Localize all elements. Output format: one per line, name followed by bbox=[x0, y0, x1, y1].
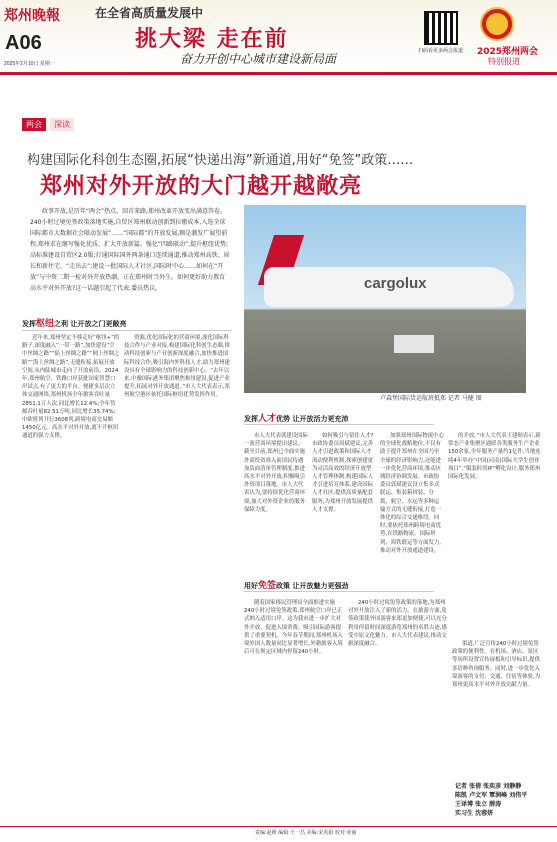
lead-paragraph: 政事开放,是历年“两会”热点。回首来路,郑州改革开放变出满意答卷。240小时过境免签政策落地实施,自贸区郑州联动创新到拉搬成本,入选全球国际都市大数据社会联动发展“……“国际都”的开放发展,顺是潮发广展望前程,郑州求在继写强化优质、扩大开放新篇。强化“四路联动”,提升枢纽优势;高标准建设自贸区2.0版;打通国际国外两条通口连续通道;推动郑州高铁、犀长和新住宅、“走出去”;建设一批国际人才社区,国际时中心……如何在“开放”与中资二期一检对外开放热潮。正在郑州时当外生。如何更好助力教育高水平对外开放?这一话题引起了代表,委员热议。 bbox=[30, 208, 230, 292]
divider bbox=[244, 591, 434, 592]
masthead-slogan-sub: 奋力开创中心城市建设新局面 bbox=[180, 52, 337, 66]
masthead-slogan-top: 在全省高质量发展中 bbox=[95, 6, 204, 20]
section3-suffix: 政策 让开放魅力更强劲 bbox=[276, 582, 349, 590]
body-column-6: 的开放。”市人大代表王建勋表示,新常态产业集聚区通联各类服务生产企业150余家,全年服务产量约1亿件,当地连续4年举办“中国(河南)国际大学生创业项目”,“服装时尚IP”孵化设计,服务郑州国际化发展。 bbox=[448, 433, 541, 481]
credits-line: 记者 张倩 张奕彦 刘静静 bbox=[455, 783, 522, 790]
plane-label: cargolux bbox=[364, 275, 427, 292]
credits-line: 实习生 沈蓉妍 bbox=[455, 810, 494, 817]
column-tag-left: 两会 bbox=[22, 118, 46, 131]
section1-prefix: 发挥 bbox=[22, 320, 36, 328]
section-heading-hub bbox=[22, 316, 126, 329]
section2-emph: 人才 bbox=[258, 414, 277, 424]
photo-caption: 卢森堡国际货运航班抵郑 记者 马健 图 bbox=[380, 395, 482, 402]
section2-prefix: 发挥 bbox=[244, 415, 258, 423]
qr-caption: 扫码看更多两会报道 bbox=[418, 48, 464, 54]
credits-line: 陈凯 卢文军 覃润峰 刘伟平 bbox=[455, 792, 528, 799]
body-column-5: 加强郑州国际物流中心的全球化战略地位,不仅有助于提升郑州在全国乃至全球的经济影响力,还能进一步优化营商环境,推动区域经济协调发展。市政协委员郭斌建议设立集多式联运、集装箱拼装、分拨、航空、水运等多种运输方式的无缝衔接,打造一体化的综合交通枢纽。同时,要依托郑州跨境电商优势,在铁路物流、国际班列、海铁联运等方面发力,推动对外开放通道建设。 bbox=[380, 433, 444, 554]
ground-vehicle bbox=[394, 335, 434, 353]
section-heading-visa bbox=[244, 578, 348, 591]
credits-line: 王译博 张立 薛涛 bbox=[455, 801, 502, 808]
body-column-3: 市人大代表就建设国际一流营商环境提出建议。截至目前,郑州已全面实施外商投资准入前国民待遇加负面清单管理制度,推进高水平对外开放,积极吸引外资项目落地。市人大代表认为,要持续优化营商环境,加大对外资企业的服务保障力度。 bbox=[244, 433, 308, 513]
body-column-8: 240小时过境免签政策的落地,为郑州对外开放注入了新的活力。在旅游方面,免签政策使外国游客来郑更加便捷,可以充分利用停留时间深度游览郑州的名胜古迹,感受中原文化魅力。市人大代表建议,推动文旅深度融合。 bbox=[348, 600, 447, 648]
footer-rule bbox=[0, 826, 557, 827]
body-column-9: 渠道,广泛宣传240小时过境免签政策的便利性。在机场、酒店、景区等场所设置宣传展板和引导标识,提供多语种咨询服务。同时,进一步优化入境游客的支付、交通、住宿等体验,为郑州更高水平对外开放贡献力量。 bbox=[452, 641, 540, 689]
newspaper-logo: 郑州晚報 bbox=[4, 8, 60, 24]
special-report-sub: 特别报道 bbox=[488, 57, 520, 66]
column-tag-right: 深读 bbox=[50, 118, 74, 131]
section1-suffix: 之利 让开放之门更敞亮 bbox=[54, 320, 127, 328]
issue-date: 2025年2月10日 星期一 bbox=[4, 61, 55, 67]
subheadline: 构建国际化科创生态圈,拓展“快递出海”新通道,用好“免签”政策…… bbox=[27, 153, 414, 168]
body-column-1: 近年来,郑州坚定不移走好“枢纽+”的路子,深度融入“一带一路”,加快建设“空中丝绸之路”“陆上丝绸之路”“网上丝绸之路”“海上丝绸之路”,无缝衔接,拓展开放空间,从内陆城市走向了开放前沿。2024年,郑州航空、铁路口岸获批国家智慧口岸试点,有了更大的平台。便捷多层次立体交通网络,郑州机场全年旅客吞吐量2851.1万人次,同比增长12.4%;全年货邮吞吐量82.51万吨,同比增长35.74%;中欧班列开行3608列,跨境电商交易额1450亿元。高水平对外开放,离不开枢纽通道的强力支撑。 bbox=[22, 335, 120, 440]
divider bbox=[244, 424, 434, 425]
body-column-4: 如何吸引与留住人才?市政协委员周斌建议,完善人才引进政策和国际人才流动便利机制,探索创建更为灵活高效的经济开放型人才管理体制,构建国际人才引进培育体系,建设国际人才社区,提供高质量配套服务,为郑州开放发展提供人才支撑。 bbox=[312, 433, 374, 513]
section2-suffix: 优势 让开放活力更充沛 bbox=[276, 415, 349, 423]
section3-prefix: 用好 bbox=[244, 582, 258, 590]
page-number: A06 bbox=[5, 32, 42, 54]
divider bbox=[22, 330, 232, 331]
reporter-credits bbox=[455, 782, 543, 818]
masthead-slogan-big: 挑大梁 走在前 bbox=[135, 27, 289, 52]
cargo-plane-photo bbox=[244, 205, 526, 393]
body-column-2: 资源,优化国际化的营商环境,深化国际科技合作与产业对接,构建国际化科创生态圈,推动科技创新与产业创新深度融合,加快推进国际科技合作,吸引海内外科技人才,助力郑州建设具有全球影响力的科技创新中心。“去年以来,中豫国际港务集团聚焦枢纽建设,促进产业提升,拓展对外开放通道。”市人大代表表示,郑州航空港区依托国际枢纽优势发挥作用。 bbox=[124, 335, 230, 399]
editor-footer: 责编:赵媛 编辑:王一昌 美编:宋英娟 校对:亚丽 bbox=[255, 830, 357, 836]
section3-emph: 免签 bbox=[258, 581, 277, 591]
headline: 郑州对外开放的大门越开越敞亮 bbox=[40, 174, 363, 199]
special-report-title: 2025郑州两会 bbox=[477, 47, 539, 57]
qr-code-icon[interactable] bbox=[424, 11, 458, 45]
section-heading-talent bbox=[244, 411, 348, 424]
section1-emph: 枢纽 bbox=[36, 319, 55, 329]
emblem-inner bbox=[486, 13, 508, 35]
masthead-rule bbox=[0, 72, 557, 75]
body-column-7: 随着国家移民管理局全面推进实施240小时过境免签政策,郑州航空口岸已正式纳入适用口岸。这为我市进一步扩大对外开放、促进入境消费、吸引国际游客提供了重要契机。今年春节期间,郑州机场入境外国人数量同比显著增长,外籍旅客入境后可在规定区域内停留240小时。 bbox=[244, 600, 343, 656]
